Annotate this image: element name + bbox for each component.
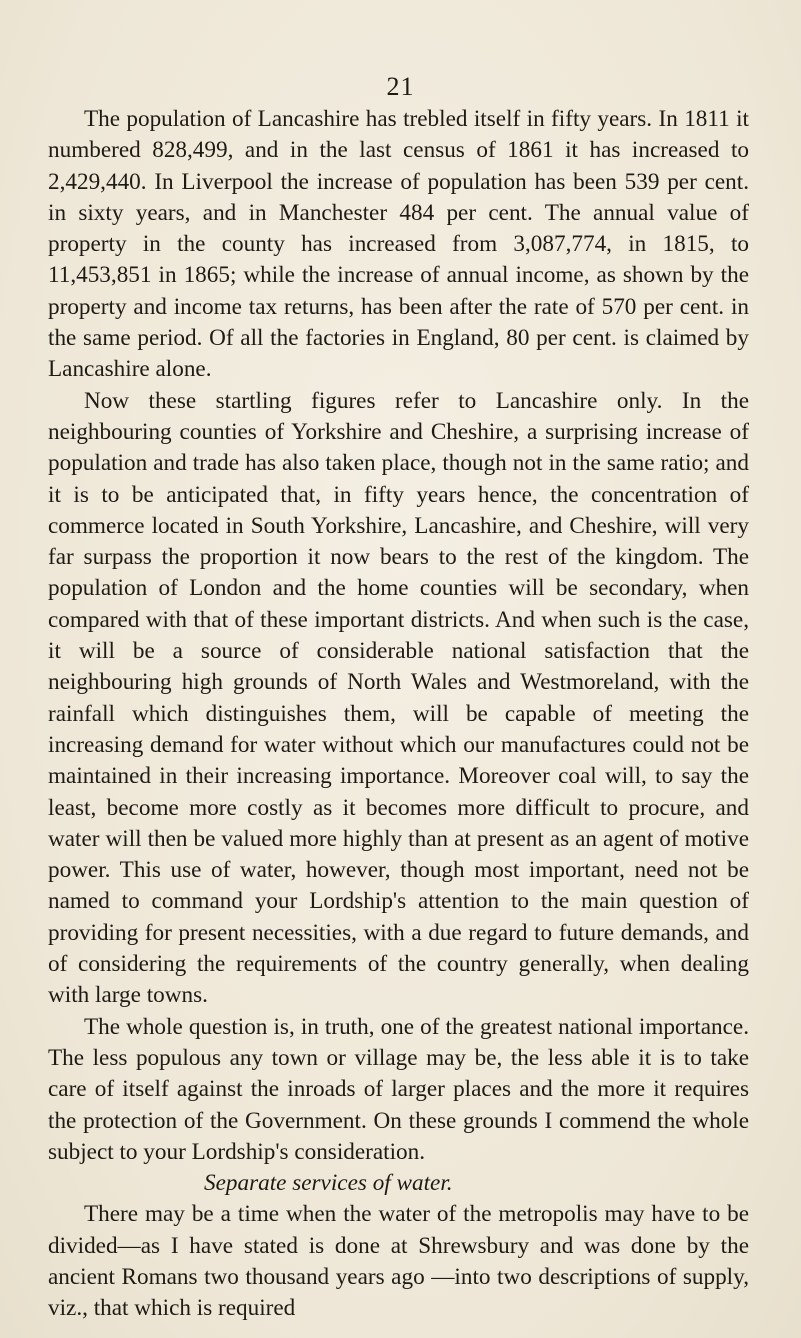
paragraph-national-importance: The whole question is, in truth, one of the greatest national importance. The less populous any town or village may be, the less able it is to take care of itself against the inroads of larger places and the more it requires the protection of the Government. On these grounds I commend the whole subject to your Lordship's consideration. <box>48 1013 749 1165</box>
section-heading: Separate services of water. <box>204 1170 453 1197</box>
paragraph-population: The population of Lancashire has trebled itself in fifty years. In 1811 it numbered 828,499, and in the last census of 1861 it has increased to 2,429,440. In Liverpool the increase of population has been 539 per cent. in sixty years, and in Manchester 484 per cent. The annual value of property in the county has increased from 3,087,774, in 1815, to 11,453,851 in 1865; while the increase of annual income, as shown by the property and income tax returns, has been after the rate of 570 per cent. in the same period. Of all the factories in England, 80 per cent. is claimed by Lancashire alone. <box>48 106 749 383</box>
paragraph-separate-services: There may be a time when the water of the metropolis may have to be divided—as I have stated is done at Shrewsbury and was done by the ancient Romans two thousand years ago —into two descriptions of supply, viz., that which is required <box>48 1201 749 1322</box>
page-number: 21 <box>386 72 415 101</box>
paragraph-neighbouring-counties: Now these startling figures refer to Lancashire only. In the neighbouring counties of Yorkshire and Cheshire, a surprising increase of population and trade has also taken place, though not in the same ratio; and it is to be anticipated that, in fifty years hence, the concentration of commerce located in South Yorkshire, Lancashire, and Cheshire, will very far surpass the proportion it now bears to the rest of the kingdom. The population of London and the home counties will be secondary, when compared with that of these important districts. And when such is the case, it will be a source of considerable national satisfaction that the neighbouring high grounds of North Wales and Westmoreland, with the rainfall which distinguishes them, will be capable of meeting the increasing demand for water without which our manufactures could not be maintained in their increasing importance. Moreover coal will, to say the least, become more costly as it becomes more difficult to procure, and water will then be valued more highly than at present as an agent of motive power. This use of water, however, though most important, need not be named to command your Lordship's attention to the main question of providing for present necessities, with a due regard to future demands, and of considering the requirements of the country generally, when dealing with large towns. <box>48 387 749 1009</box>
body-text <box>48 104 749 1325</box>
